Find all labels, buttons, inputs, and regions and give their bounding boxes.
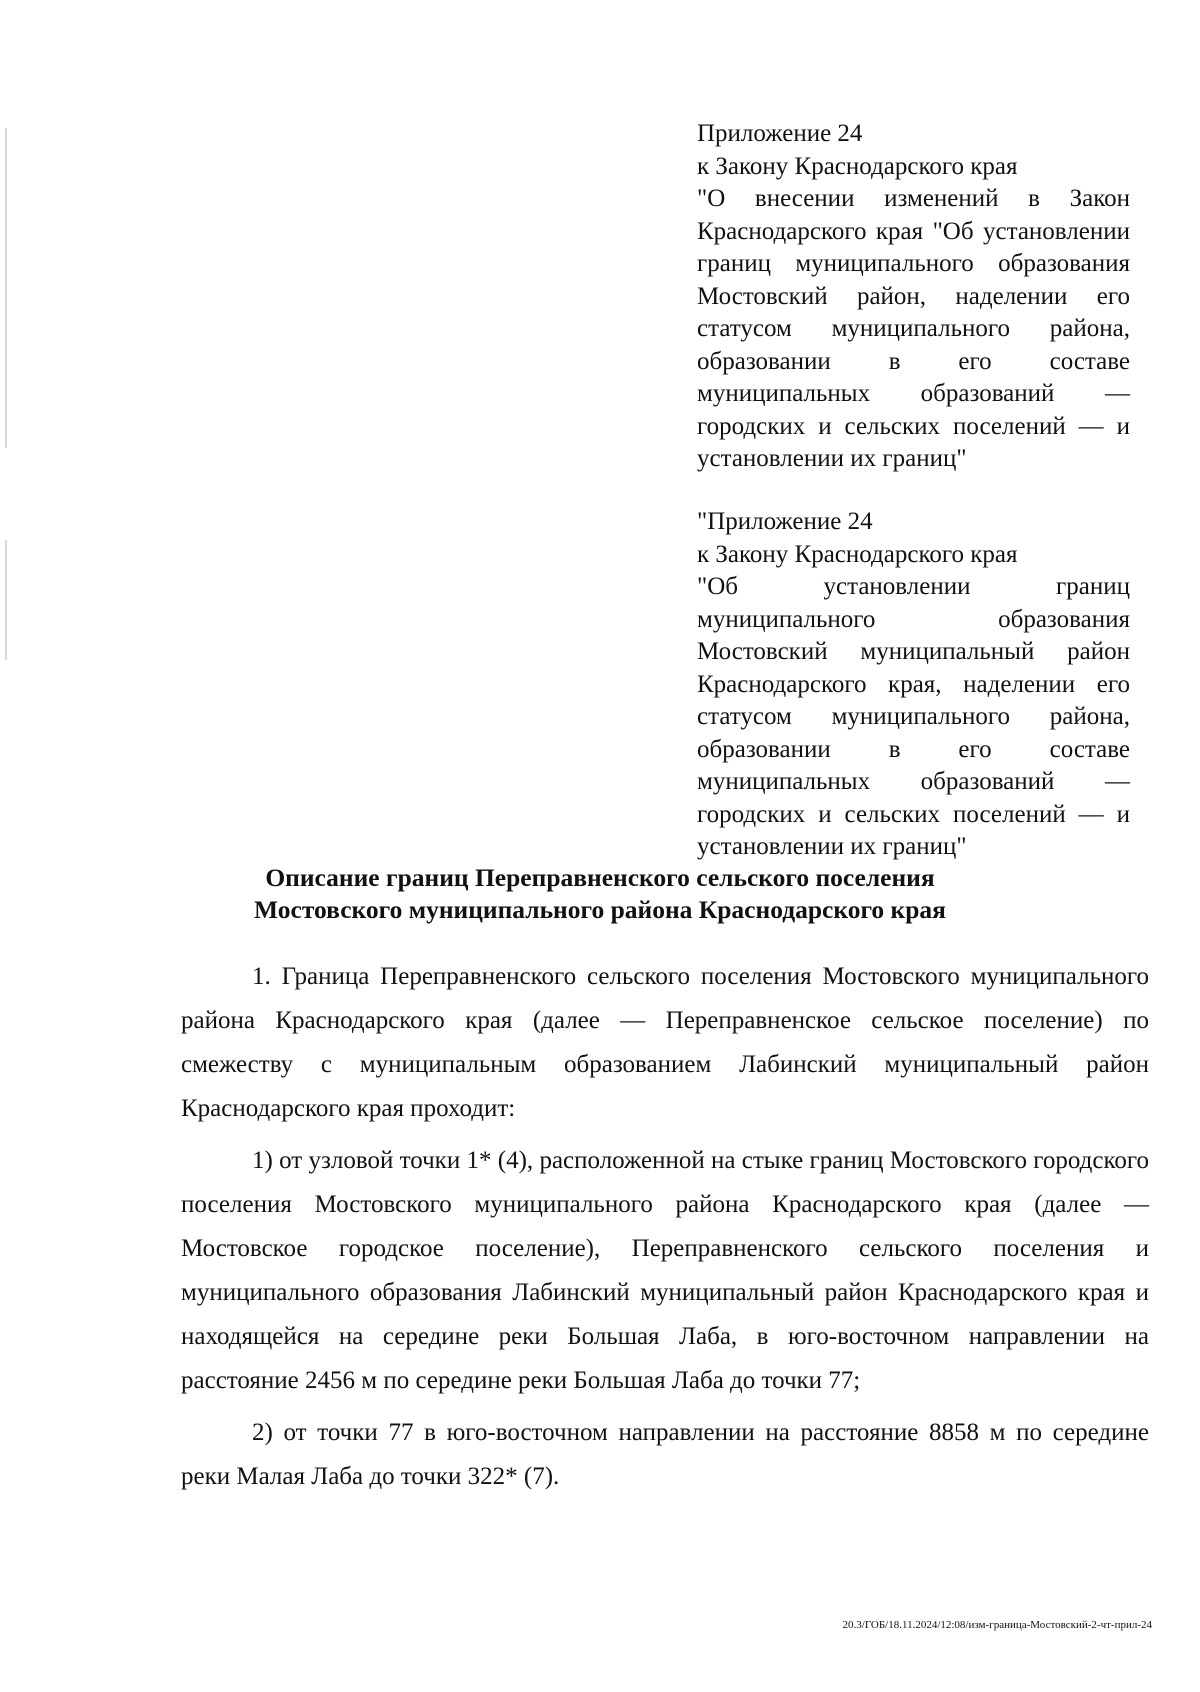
appendix-number: Приложение 24 — [697, 120, 863, 147]
paragraph: 2) от точки 77 в юго-восточном направлении на расстояние 8858 м по середине реки Малая Лаба до точки 322* (7). — [181, 1419, 1149, 1490]
title-line-2: Мостовского муниципального района Краснодарского края — [254, 895, 946, 924]
document-title — [160, 862, 1040, 926]
scan-margin-mark — [5, 540, 7, 660]
paragraph: 1) от узловой точки 1* (4), расположенной на стыке границ Мостовского городского поселения Мостовского муниципального района Краснодарского края (далее — Мостовское городское поселение), Переправненского сельского поселения и муниципального образования Лабинский муниципальный район Краснодарского края и находящейся на середине реки Большая Лаба, в юго-восточном направлении на расстояние 2456 м по середине реки Большая Лаба до точки 77; — [181, 1147, 1149, 1394]
appendix-law-title: "О внесении изменений в Закон Краснодарского края "Об установлении границ муниципального образования Мостовский район, наделении его статусом муниципального района, образовании в его составе муниципальных образований — городских и сельских поселений — и установлении их границ" — [697, 185, 1130, 472]
appendix-law-reference: к Закону Краснодарского края — [697, 152, 1018, 180]
document-body — [181, 955, 1149, 1507]
appendix-header-current — [697, 118, 1130, 476]
paragraph: 1. Граница Переправненского сельского поселения Мостовского муниципального района Краснодарского края (далее — Переправненское сельское поселение) по смежеству с муниципальным образованием Лабинский муниципальный район Краснодарского края проходит: — [181, 963, 1149, 1122]
document-footer-code: 20.3/ГОБ/18.11.2024/12:08/изм-граница-Мостовский-2-чт-прил-24 — [842, 1619, 1152, 1631]
appendix-law-reference: к Закону Краснодарского края — [697, 540, 1018, 568]
title-line-1: Описание границ Переправненского сельского поселения — [265, 863, 935, 892]
appendix-header-original — [697, 506, 1130, 864]
appendix-number: "Приложение 24 — [697, 508, 873, 535]
appendix-law-title: "Об установлении границ муниципального образования Мостовский муниципальный район Краснодарского края, наделении его статусом муниципального района, образовании в его составе муниципальных образований — городских и сельских поселений — и установлении их границ" — [697, 573, 1130, 860]
scan-margin-mark — [5, 128, 7, 448]
